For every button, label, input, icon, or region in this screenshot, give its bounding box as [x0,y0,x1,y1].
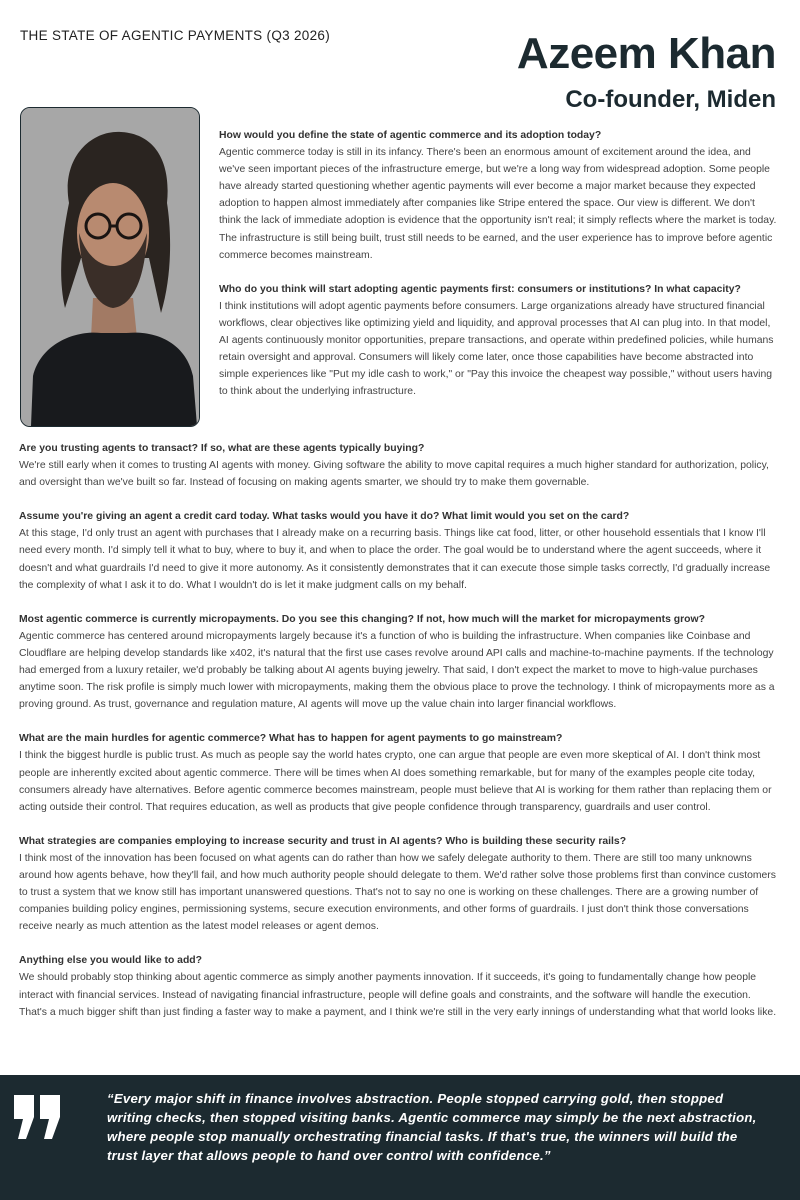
question-5: Most agentic commerce is currently micropayments. Do you see this changing? If not, how much will the market for micropayments grow? [19,613,705,625]
answer-7: I think most of the innovation has been focused on what agents can do rather than how we safely delegate authority to them. There are still too many unknowns around how agents behave, how they'll fail, and how much authority people should delegate to them. We'd rather solve those problems first than convince customers to trust a system that we know still has important unanswered questions. That's not to say no one is working on these challenges. There are a growing number of companies building policy engines, permissioning systems, secure execution environments, and other forms of guardrails. I just don't think those conversations receive nearly as much attention as the latest model releases or agent demos. [19,852,776,933]
question-3: Are you trusting agents to transact? If so, what are these agents typically buying? [19,443,425,454]
question-1: How would you define the state of agentic commerce and its adoption today? [219,130,602,141]
answer-5: Agentic commerce has centered around micropayments largely because it's a function of who is building the infrastructure. When companies like Coinbase and Cloudflare are helping develop standards like x402, it's natural that the first use cases revolve around API calls and machine-to-machine payments. If the technology had emerged from a luxury retailer, we'd probably be talking about AI agents buying jewelry. That said, I don't expect the market to move to high-value purchases anytime soon. The risk profile is simply much lower with micropayments, making them the obvious place to prove the technology. I think of micropayments more as a proving ground. As trust, governance and regulation mature, AI agents will move up the value chain into larger financial workflows. [19,630,775,711]
pull-quote-text: “Every major shift in finance involves abstraction. People stopped carrying gold, then stopped writing checks, then stopped visiting banks. Agentic commerce may simply be the next abstraction, where people stop manually orchestrating financial tasks. If that's true, the winners will build the trust layer that allows people to hand over control with confidence.” [107,1091,757,1163]
answer-4: At this stage, I'd only trust an agent with purchases that I already make on a recurring basis. Things like cat food, litter, or other household essentials that I know I'll need every month. I'd simply tell it what to buy, where to buy it, and when to place the order. The goal would be to understand where the agent succeeds, where it doesn't and what guardrails I'd need to give it more autonomy. As it consistently demonstrates that it can execute those simple tasks correctly, I'd gradually increase the complexity of what I ask it to do. What I wouldn't do is let it make judgment calls on my behalf. [19,528,771,591]
question-2: Who do you think will start adopting agentic payments first: consumers or institutions? In what capacity? [219,283,741,295]
qa-item-6 [19,730,779,815]
answer-2: I think institutions will adopt agentic payments before consumers. Large organizations already have structured financial workflows, clear objectives like optimizing yield and liquidity, and approval processes that AI can plug into. In that model, AI agents continuously monitor opportunities, prepare transactions, and operate within predefined policies, while humans retain oversight and approval. Consumers will likely come later, once those capabilities have become abstracted into simple experiences like "Put my idle cash to work," or "Pay this invoice the cheapest way possible," without users having to think about the underlying infrastructure. [219,300,774,398]
qa-item-2 [219,281,779,401]
portrait-illustration [21,108,199,426]
qa-item-4 [19,508,779,593]
interviewee-role: Co-founder, Miden [565,86,776,113]
qa-item-8 [19,952,779,1020]
report-title: THE STATE OF AGENTIC PAYMENTS (Q3 2026) [20,28,331,43]
qa-block-full [19,440,779,1021]
answer-8: We should probably stop thinking about agentic commerce as simply another payments innovation. If it succeeds, it's going to fundamentally change how people interact with financial services. Instead of navigating financial infrastructure, people will define goals and constraints, and the software will handle the execution. That's a much bigger shift than just finding a faster way to make a payment, and I think we're still in the very early innings of understanding what that world looks like. [19,972,777,1018]
question-7: What strategies are companies employing to increase security and trust in AI agents? Who is building these security rails? [19,835,627,847]
portrait-photo [20,107,200,427]
qa-block-top [219,127,779,400]
pull-quote-band [0,1075,800,1200]
answer-1: Agentic commerce today is still in its infancy. There's been an enormous amount of excitement around the idea, and we've seen important pieces of the infrastructure emerge, but we're a long way from widespread adoption. Some people have already started questioning whether agentic payments will ever become a major market because they expected adoption to happen almost immediately after companies like Stripe entered the space. Our view is different. We don't think the lack of immediate adoption is evidence that the opportunity isn't real; it simply reflects where the market is today. The infrastructure is still being built, trust still needs to be earned, and the user experience has to improve before agentic commerce becomes mainstream. [219,147,777,261]
interviewee-name: Azeem Khan [516,29,776,78]
question-8: Anything else you would like to add? [19,955,203,967]
quotation-mark-icon [14,1095,64,1145]
qa-item-3 [19,440,779,491]
qa-item-1 [219,127,779,264]
question-6: What are the main hurdles for agentic commerce? What has to happen for agent payments to go mainstream? [19,733,563,745]
answer-3: We're still early when it comes to trusting AI agents with money. Giving software the ability to move capital requires a much higher standard for authorization, policy, and oversight than we've built so far. Instead of focusing on making agents smarter, we should try to make them governable. [19,460,769,489]
qa-item-7 [19,833,779,936]
qa-item-5 [19,611,779,714]
question-4: Assume you're giving an agent a credit card today. What tasks would you have it do? What limit would you set on the card? [19,511,630,523]
answer-6: I think the biggest hurdle is public trust. As much as people say the world hates crypto, one can argue that people are even more skeptical of AI. I don't think most people are inherently excited about agentic commerce. There will be times when AI does something remarkable, but for many of the examples people cite today, consumers already have alternatives. Before agentic commerce becomes mainstream, people must believe that AI is working for them rather than replacing them or acting outside their control. That requires education, as well as products that give people confidence through transparency, guardrails and user control. [19,750,772,813]
